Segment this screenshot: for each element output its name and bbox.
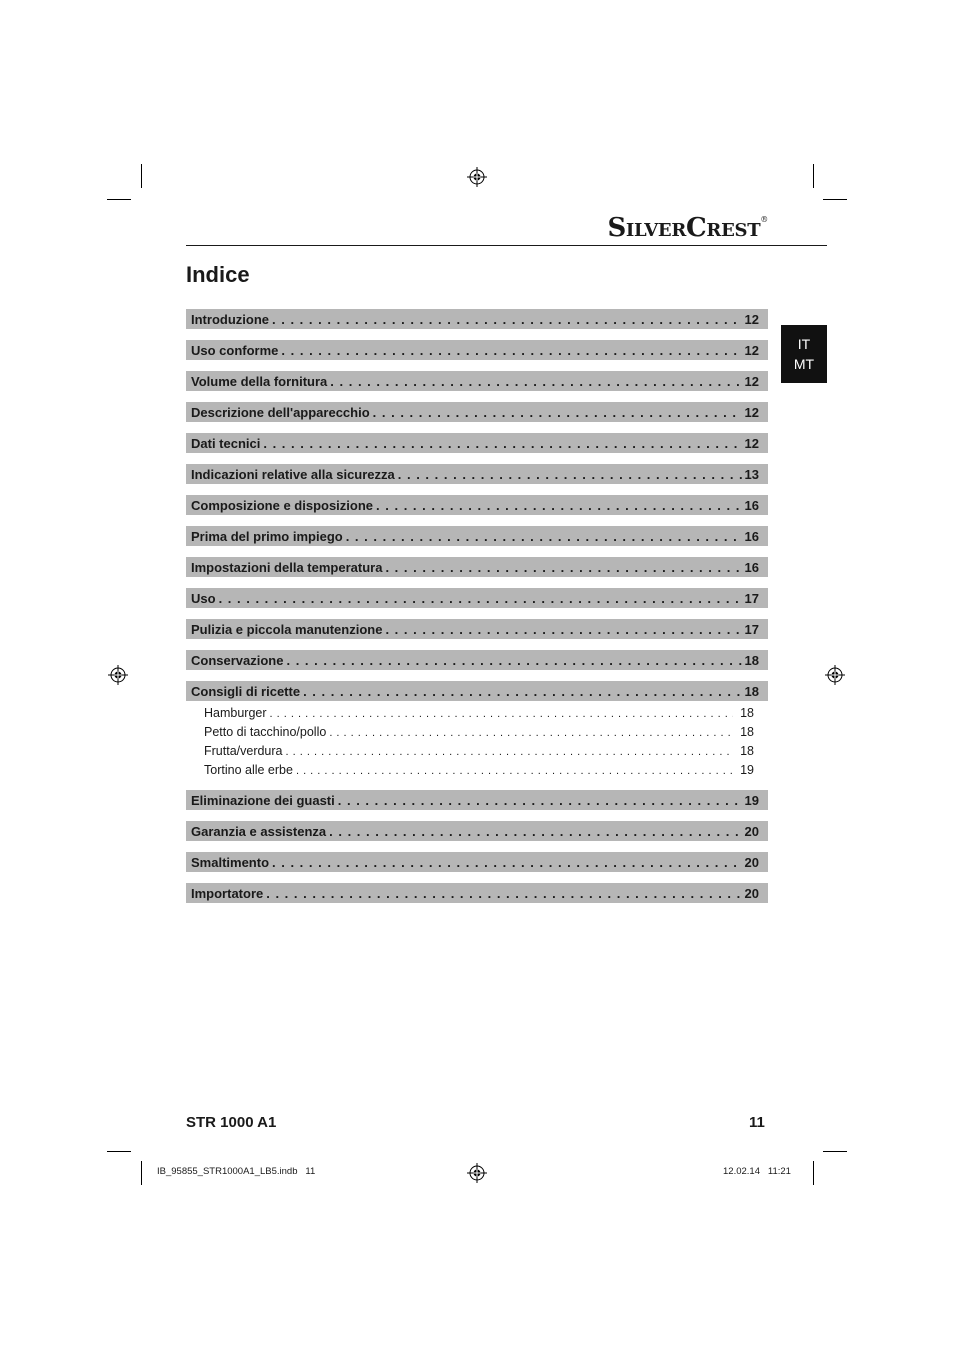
toc-sub-entry[interactable]: Petto di tacchino/pollo . . . 18 [204,722,754,741]
toc-entry[interactable]: Descrizione dell'apparecchio . . . 12 [186,402,768,422]
toc-entry[interactable]: Introduzione . . . 12 [186,309,768,329]
crop-mark [813,1161,814,1185]
toc-entry[interactable]: Garanzia e assistenza . . . 20 [186,821,768,841]
toc-entry[interactable]: Uso conforme . . . 12 [186,340,768,360]
language-code: MT [793,356,815,372]
toc-entry[interactable]: Consigli di ricette . . . 18 [186,681,768,701]
crop-mark [813,164,814,188]
toc-entry[interactable]: Indicazioni relative alla sicurezza . . . 13 [186,464,768,484]
language-code: IT [797,336,811,352]
brand-logo: SILVERCREST® [607,213,768,243]
toc-entry[interactable]: Prima del primo impiego . . . 16 [186,526,768,546]
toc-entry[interactable]: Impostazioni della temperatura . . . 16 [186,557,768,577]
toc-entry[interactable]: Composizione e disposizione . . . 16 [186,495,768,515]
toc-sub-entry[interactable]: Frutta/verdura . . . 18 [204,741,754,760]
crop-mark [107,199,131,200]
toc-sub-entry[interactable]: Hamburger . . . 18 [204,703,754,722]
page-title: Indice [186,262,250,287]
header-rule [186,245,827,246]
registration-mark-icon [825,665,845,685]
toc-entry[interactable]: Pulizia e piccola manutenzione . . . 17 [186,619,768,639]
toc-entry[interactable]: Conservazione . . . 18 [186,650,768,670]
print-slug-file: IB_95855_STR1000A1_LB5.indb 11 [157,1166,316,1177]
crop-mark [141,1161,142,1185]
crop-mark [823,1151,847,1152]
toc-entry[interactable]: Importatore . . . 20 [186,883,768,903]
page-number: 11 [749,1114,765,1131]
crop-mark [107,1151,131,1152]
registration-mark-icon [467,167,487,187]
toc-entry[interactable]: Uso . . . 17 [186,588,768,608]
toc-sub-entry[interactable]: Tortino alle erbe . . . 19 [204,760,754,779]
toc-entry[interactable]: Smaltimento . . . 20 [186,852,768,872]
toc-entry[interactable]: Dati tecnici . . . 12 [186,433,768,453]
model-number: STR 1000 A1 [186,1114,277,1131]
crop-mark [823,199,847,200]
crop-mark [141,164,142,188]
registration-mark-icon [467,1163,487,1183]
language-tab [781,325,827,383]
print-slug-date: 12.02.14 11:21 [723,1166,791,1177]
registration-mark-icon [108,665,128,685]
toc-entry[interactable]: Eliminazione dei guasti . . . 19 [186,790,768,810]
toc-entry[interactable]: Volume della fornitura . . . 12 [186,371,768,391]
